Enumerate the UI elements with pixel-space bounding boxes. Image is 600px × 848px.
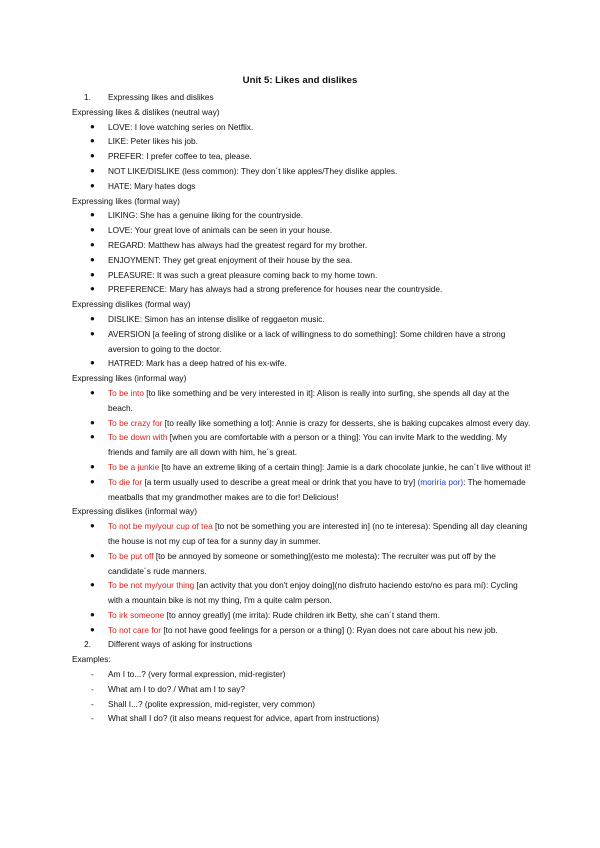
bullet-icon: ● <box>90 328 95 338</box>
idiom-term: To not be my/your cup of tea <box>108 521 213 532</box>
bullet-icon: ● <box>90 609 95 619</box>
list-item: ● REGARD: Matthew has always had the greatest regard for my brother. <box>72 238 532 253</box>
dash-icon: - <box>91 713 94 724</box>
informal-likes-label: Expressing likes (informal way) <box>72 373 187 384</box>
idiom-term: To be down with <box>108 432 168 443</box>
list-item: ● PREFERENCE: Mary has always had a strong preference for houses near the countryside. <box>72 282 532 297</box>
list-item: ● HATRED: Mark has a deep hatred of his ex-wife. <box>72 356 532 371</box>
section-heading-text: Expressing likes and dislikes <box>108 92 214 102</box>
bullet-icon: ● <box>90 284 95 294</box>
informal-dislikes-list <box>72 519 532 637</box>
list-item: - What am I to do? / What am I to say? <box>72 682 532 697</box>
list-item: ● To not care for [to not have good feelings for a person or a thing] (): Ryan does not care about his new job. <box>72 623 532 638</box>
idiom-term: To be put off <box>108 550 154 561</box>
bullet-icon: ● <box>90 550 95 560</box>
section-heading-likes-dislikes <box>72 90 532 105</box>
list-item: ● ENJOYMENT: They get great enjoyment of their house by the sea. <box>72 253 532 268</box>
bullet-icon: ● <box>90 313 95 323</box>
bullet-icon: ● <box>90 151 95 161</box>
list-item: ● LOVE: I love watching series on Netflix. <box>72 120 532 135</box>
dash-icon: - <box>91 683 94 694</box>
list-item: - Shall I...? (polite expression, mid-register, very common) <box>72 697 532 712</box>
list-item: ● To be crazy for [to really like something a lot]: Annie is crazy for desserts, she is baking cupcakes almost every day. <box>72 416 532 431</box>
neutral-list <box>72 120 532 194</box>
informal-likes-list <box>72 386 532 504</box>
list-item: ● LOVE: Your great love of animals can be seen in your house. <box>72 223 532 238</box>
bullet-icon: ● <box>90 417 95 427</box>
idiom-term: To irk someone <box>108 609 165 620</box>
bullet-icon: ● <box>90 521 95 531</box>
section-number: 1. <box>84 92 91 102</box>
idiom-term: To die for <box>108 476 143 487</box>
idiom-term: To not care for <box>108 624 162 635</box>
list-item: ● To irk someone [to annoy greatly] (me irrita): Rude children irk Betty, she can´t stand them. <box>72 608 532 623</box>
list-item: ● AVERSION [a feeling of strong dislike or a lack of willingness to do something]: Some children have a strong aversion to going to the doctor. <box>90 328 506 354</box>
informal-dislikes-label: Expressing dislikes (informal way) <box>72 506 197 517</box>
list-item: ● To be a junkie [to have an extreme liking of a certain thing]: Jamie is a dark chocolate junkie, he can´t live without it! <box>72 460 532 475</box>
page-title: Unit 5: Likes and dislikes <box>242 75 358 86</box>
section-number: 2. <box>84 639 91 650</box>
bullet-icon: ● <box>90 624 95 634</box>
bullet-icon: ● <box>90 387 95 397</box>
bullet-icon: ● <box>90 358 95 368</box>
formal-dislikes-list <box>72 312 532 371</box>
idiom-term: To be a junkie <box>108 461 160 472</box>
list-item: ● DISLIKE: Simon has an intense dislike of reggaeton music. <box>72 312 532 327</box>
list-item: ● LIKING: She has a genuine liking for the countryside. <box>72 208 532 223</box>
translation-note: (moriría por) <box>415 476 464 487</box>
bullet-icon: ● <box>90 432 95 442</box>
idiom-term: To be not my/your thing <box>108 580 195 591</box>
bullet-icon: ● <box>90 165 95 175</box>
bullet-icon: ● <box>90 269 95 279</box>
list-item: - Am I to...? (very formal expression, mid-register) <box>72 667 532 682</box>
formal-likes-list <box>72 208 532 297</box>
dash-icon: - <box>91 698 94 709</box>
list-item: ● To be put off [to be annoyed by someone or something](esto me molesta): The recruiter was put off by the candidate´s rude manners. <box>90 550 496 576</box>
bullet-icon: ● <box>90 121 95 131</box>
list-item: ● To be down with [when you are comfortable with a person or a thing]: You can invite Mark to the wedding. My friends and family are all down with him, he´s great. <box>90 432 507 458</box>
bullet-icon: ● <box>90 180 95 190</box>
idiom-term: To be crazy for <box>108 417 163 428</box>
document-body <box>72 90 532 726</box>
list-item: ● To be into [to like something and be very interested in it]: Alison is really into surfing, she spends all day at the beach. <box>90 387 510 413</box>
list-item: - What shall I do? (it also means request for advice, apart from instructions) <box>72 711 532 726</box>
examples-label: Examples: <box>72 654 111 665</box>
list-item: ● LIKE: Peter likes his job. <box>72 134 532 149</box>
bullet-icon: ● <box>90 580 95 590</box>
bullet-icon: ● <box>90 461 95 471</box>
bullet-icon: ● <box>90 254 95 264</box>
dash-icon: - <box>91 669 94 680</box>
examples-list <box>72 667 532 726</box>
formal-dislikes-label: Expressing dislikes (formal way) <box>72 299 191 310</box>
list-item: ● NOT LIKE/DISLIKE (less common): They don´t like apples/They dislike apples. <box>72 164 532 179</box>
neutral-way-label: Expressing likes & dislikes (neutral way) <box>72 106 220 117</box>
list-item: ● PLEASURE: It was such a great pleasure coming back to my home town. <box>72 268 532 283</box>
bullet-icon: ● <box>90 239 95 249</box>
section-heading-instructions <box>72 637 532 652</box>
bullet-icon: ● <box>90 476 95 486</box>
formal-likes-label: Expressing likes (formal way) <box>72 195 180 206</box>
bullet-icon: ● <box>90 136 95 146</box>
list-item: ● HATE: Mary hates dogs <box>72 179 532 194</box>
list-item: ● To not be my/your cup of tea [to not be something you are interested in] (no te interesa): Spending all day cleaning the house is not my cup of tea for a sunny day in summer. <box>90 521 528 546</box>
list-item: ● PREFER: I prefer coffee to tea, please. <box>72 149 532 164</box>
idiom-term: To be into <box>108 387 144 398</box>
list-item: ● To be not my/your thing [an activity that you don't enjoy doing](no disfruto haciendo esto/no es para mí): Cycling with a mountain bike is not my thing, I'm a quite calm person. <box>90 580 518 606</box>
section-heading-text: Different ways of asking for instructions <box>108 639 253 650</box>
bullet-icon: ● <box>90 210 95 220</box>
list-item: ● To die for [a term usually used to describe a great meal or drink that you have to try] (moriría por): The homemade meatballs that my grandmother makes are to die for! Delicious! <box>90 476 526 502</box>
bullet-icon: ● <box>90 225 95 235</box>
